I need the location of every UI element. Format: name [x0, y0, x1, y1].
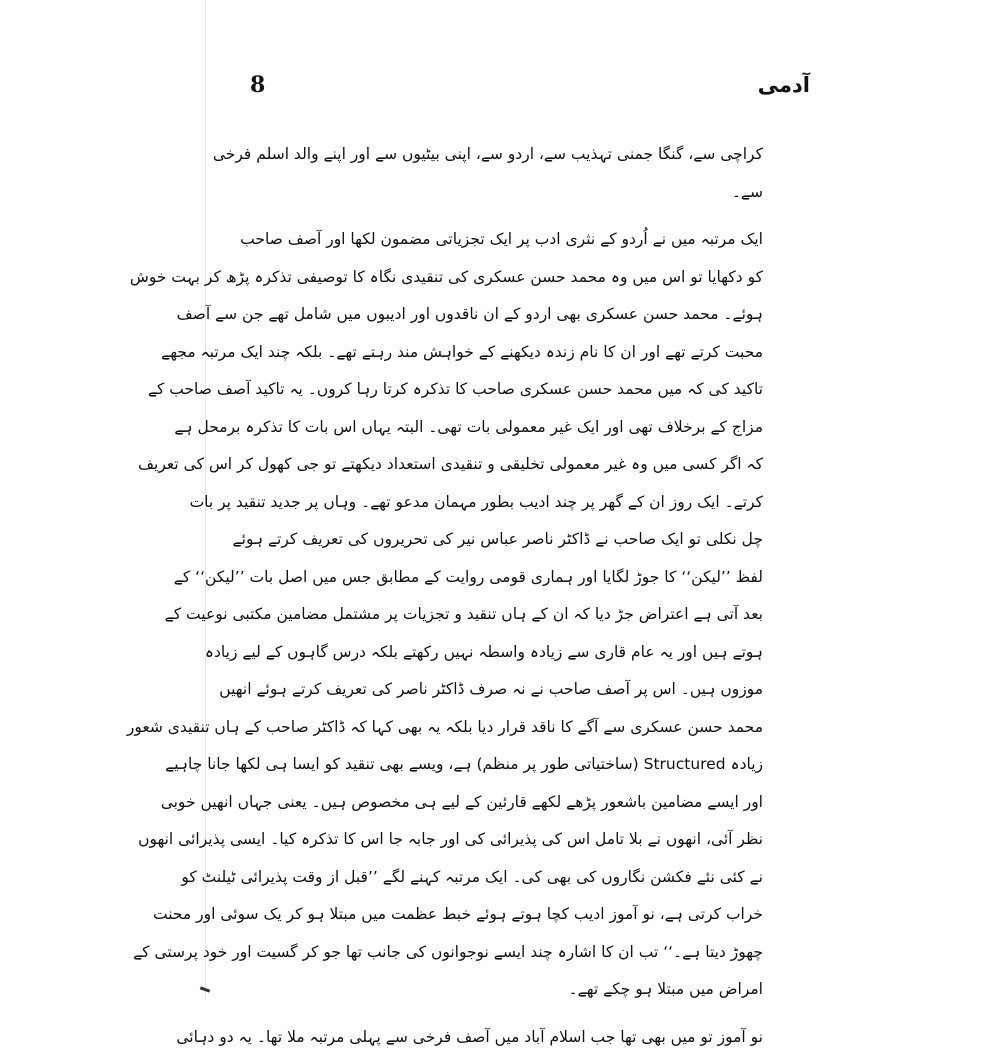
body-text [245, 136, 763, 1056]
text-line: ہوئے۔ محمد حسن عسکری بھی اردو کے ان ناقدوں اور ادیبوں میں شامل تھے جن سے آصف [245, 296, 763, 334]
text-line: سے۔ [245, 174, 763, 212]
text-line: محمد حسن عسکری سے آگے کا ناقد قرار دیا بلکہ یہ بھی کہا کہ ڈاکٹر صاحب کے ہاں تنقیدی شعور [245, 709, 763, 747]
text-line: نظر آئی، انھوں نے بلا تامل اس کی پذیرائی کی اور جابہ جا اس کا تذکرہ کیا۔ ایسی پذیرائی انھوں [245, 821, 763, 859]
text-line: کرتے۔ ایک روز ان کے گھر پر چند ادیب بطور مہمان مدعو تھے۔ وہاں پر جدید تنقید پر بات [245, 484, 763, 522]
text-line: موزوں ہیں۔ اس پر آصف صاحب نے نہ صرف ڈاکٹر ناصر کی تعریف کرتے ہوئے انھیں [245, 671, 763, 709]
page-header [250, 70, 810, 110]
text-line: تاکید کی کہ میں محمد حسن عسکری صاحب کا تذکرہ کرتا رہا کروں۔ یہ تاکید آصف صاحب کے [245, 371, 763, 409]
text-line: نے کئی نئے فکشن نگاروں کی بھی کی۔ ایک مرتبہ کہنے لگے ’’قبل از وقت پذیرائی ٹیلنٹ کو [245, 859, 763, 897]
text-line: کراچی سے، گنگا جمنی تہذیب سے، اردو سے، اپنی بیٹیوں سے اور اپنے والد اسلم فرخی [245, 136, 763, 174]
text-line: کو دکھایا تو اس میں وہ محمد حسن عسکری کی تنقیدی نگاہ کا توصیفی تذکرہ پڑھ کر بہت خوش [245, 259, 763, 297]
text-line: نو آموز تو میں بھی تھا جب اسلام آباد میں آصف فرخی سے پہلی مرتبہ ملا تھا۔ یہ دو دہائی [245, 1019, 763, 1056]
text-line: اور ایسے مضامین باشعور پڑھے لکھے قارئین کے لیے ہی مخصوص ہیں۔ یعنی جہاں انھیں خوبی [245, 784, 763, 822]
text-line: بعد آتی ہے اعتراض جڑ دیا کہ ان کے ہاں تنقید و تجزیات پر مشتمل مضامین مکتبی نوعیت کے [245, 596, 763, 634]
page-number: 8 [250, 70, 265, 100]
text-line: مزاج کے برخلاف تھی اور ایک غیر معمولی بات تھی۔ البتہ یہاں اس بات کا تذکرہ برمحل ہے [245, 409, 763, 447]
text-line: ہوتے ہیں اور یہ عام قاری سے زیادہ واسطہ نہیں رکھتے بلکہ درس گاہوں کے لیے زیادہ [245, 634, 763, 672]
text-line: چل نکلی تو ایک صاحب نے ڈاکٹر ناصر عباس نیر کی تحریروں کی تعریف کرتے ہوئے [245, 521, 763, 559]
text-line: کہ اگر کسی میں وہ غیر معمولی تخلیقی و تنقیدی استعداد دیکھتے تو جی کھول کر اس کی تعریف [245, 446, 763, 484]
text-line: امراض میں مبتلا ہو چکے تھے۔ [245, 971, 763, 1009]
text-line: ایک مرتبہ میں نے اُردو کے نثری ادب پر ایک تجزیاتی مضمون لکھا اور آصف صاحب [245, 221, 763, 259]
text-line: خراب کرتی ہے، نو آموز ادیب کچا ہوتے ہوئے خبط عظمت میں مبتلا ہو کر یک سوئی اور محنت [245, 896, 763, 934]
text-line: زیادہ Structured (ساختیاتی طور پر منظم) ہے، ویسے بھی تنقید کو ایسا ہی لکھا جانا چاہیے [245, 746, 763, 784]
text-line: لفظ ’’لیکن‘‘ کا جوڑ لگایا اور ہماری قومی روایت کے مطابق جس میں اصل بات ’’لیکن‘‘ کے [245, 559, 763, 597]
text-line: محبت کرتے تھے اور ان کا نام زندہ دیکھنے کے خواہش مند رہتے تھے۔ بلکہ چند ایک مرتبہ مجھے [245, 334, 763, 372]
text-line: چھوڑ دیتا ہے۔‘‘ تب ان کا اشارہ چند ایسے نوجوانوں کی جانب تھا جو کر گسیت اور خود پرستی کے [245, 934, 763, 972]
running-title: آدمی [758, 70, 810, 100]
